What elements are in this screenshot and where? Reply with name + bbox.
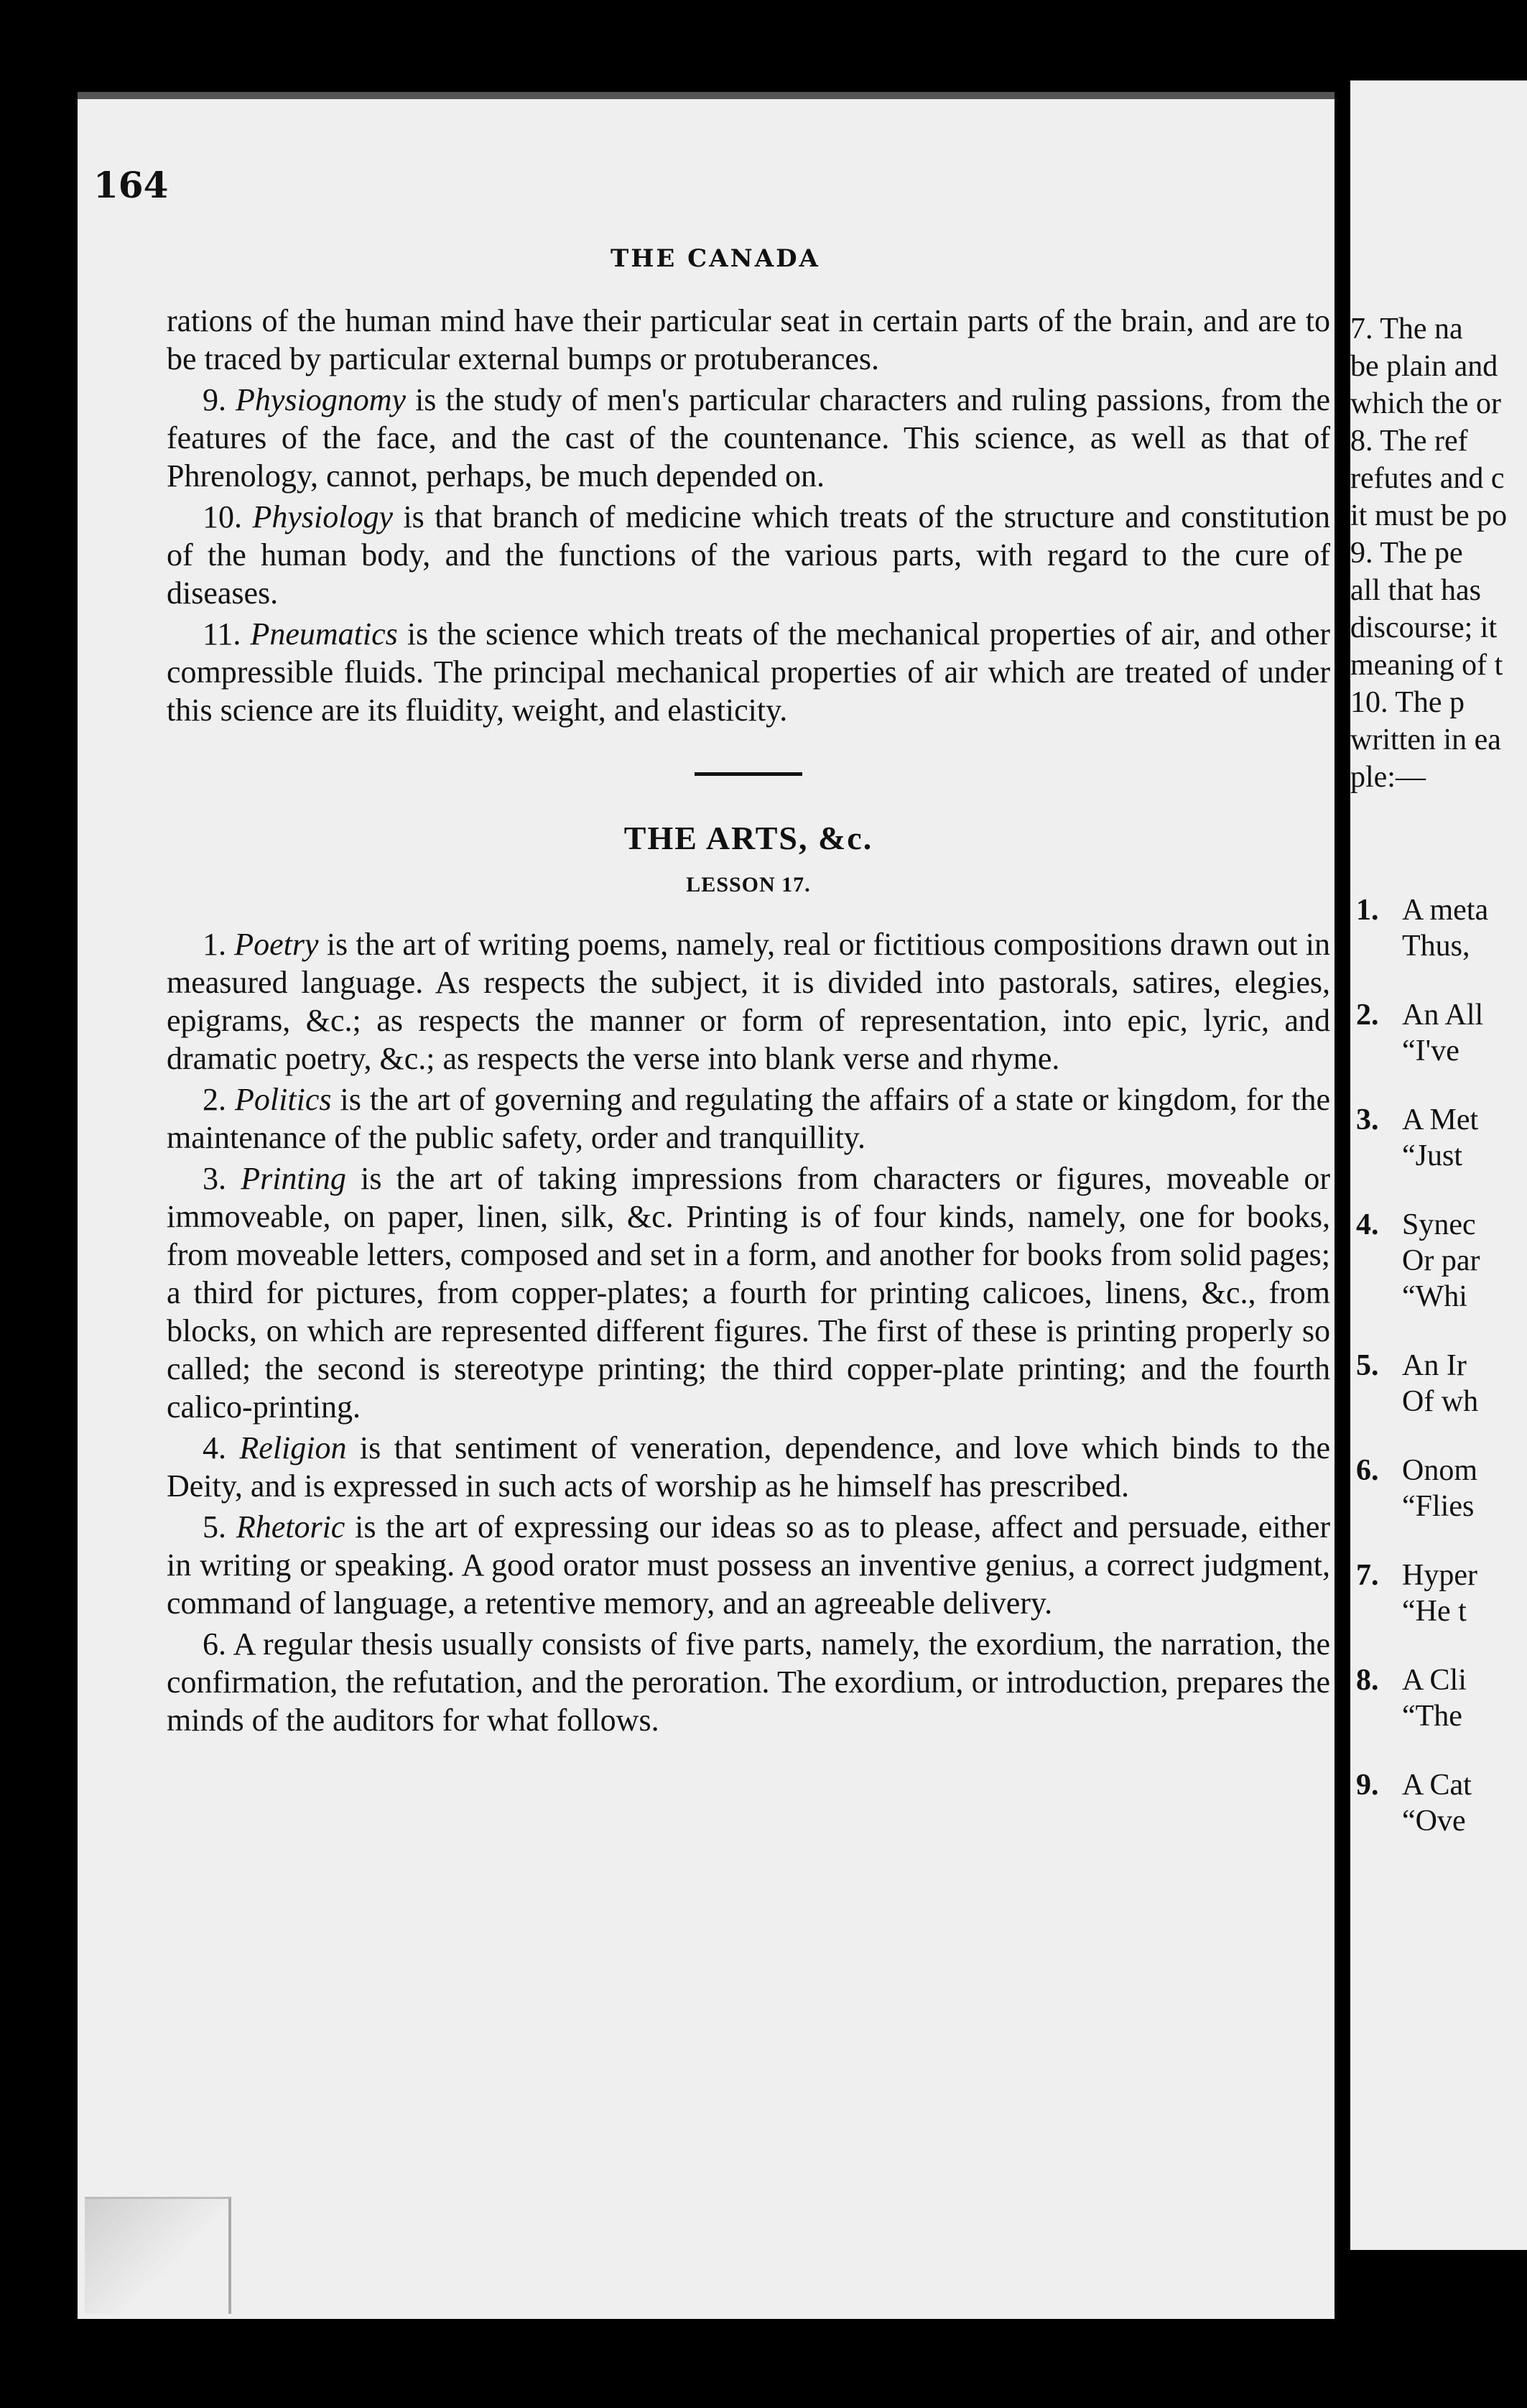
term: Religion [239, 1430, 347, 1465]
running-head: THE CANADA [611, 244, 820, 273]
section-title: THE ARTS, &c. [623, 820, 873, 856]
list-item-line: Hyper [1402, 1559, 1477, 1592]
definition-text: is the study of men's particular characters and ruling passions, from the features of the face, and the cast of the countenance. This science, as well as that of Phrenology, cannot, perhaps, be much depended on. [167, 382, 1331, 494]
paragraph-number: 2. [203, 1082, 226, 1117]
lesson-heading: LESSON 17. [686, 873, 811, 897]
list-item-line: A meta [1402, 894, 1489, 927]
list-item-line: “Whi [1402, 1280, 1467, 1313]
numbered-paragraph [167, 381, 1330, 495]
page-number: 164 [93, 164, 169, 206]
right-text-line: all that has [1350, 574, 1481, 607]
list-item [1356, 892, 1527, 964]
numbered-paragraph [167, 1080, 1330, 1157]
numbered-paragraph [167, 1429, 1330, 1505]
right-text-line: be plain and [1350, 350, 1498, 383]
term: Physiology [252, 499, 393, 534]
continuation-paragraph: rations of the human mind have their particular seat in certain parts of the brain, and are to be traced by particular external bumps or protuberances. [167, 303, 1330, 376]
list-item-line: A Cli [1402, 1664, 1467, 1697]
list-item [1356, 1207, 1527, 1315]
list-item-line: Onom [1402, 1454, 1477, 1487]
definition-text: is the art of governing and regulating the affairs of a state or kingdom, for the maintenance of the public safety, order and tranquillity. [167, 1082, 1330, 1155]
list-item-number: 5. [1356, 1349, 1379, 1382]
section-divider [695, 772, 802, 776]
definition-text: A regular thesis usually consists of five parts, namely, the exordium, the narration, the confirmation, the refutation, and the peroration. The exordium, or introduction, prepares the minds of the auditors for what follows. [167, 1626, 1330, 1738]
list-item-number: 9. [1356, 1769, 1379, 1802]
term: Politics [235, 1082, 332, 1117]
list-item-line: A Cat [1402, 1769, 1472, 1802]
list-item-number: 3. [1356, 1103, 1379, 1136]
definitions-list [167, 381, 1330, 729]
definition-text: is the art of taking impressions from characters or figures, moveable or immoveable, on paper, linen, silk, &c. Printing is of four kinds, namely, one for books, from moveable letters, composed and set in a form, and another for books from solid pages; a third for pictures, from copper-plates; a fourth for printing calicoes, linens, &c., from blocks, on which are represented different figures. The first of these is printing properly so called; the second is stereotype printing; the third copper-plate printing; and the fourth calico-printing. [167, 1161, 1330, 1425]
right-text-line: discourse; it [1350, 611, 1498, 644]
definition-text: is the art of expressing our ideas so as to please, affect and persuade, either in writing or speaking. A good orator must possess an inventive genius, a correct judgment, command of language, a retentive memory, and an agreeable delivery. [167, 1509, 1331, 1621]
term: Poetry [234, 927, 319, 962]
list-item-line: Or par [1402, 1244, 1480, 1277]
right-page [1350, 80, 1527, 2250]
list-item-number: 4. [1356, 1208, 1379, 1241]
right-text-line: 10. The p [1350, 686, 1465, 719]
paragraph-number: 5. [203, 1509, 226, 1545]
list-item [1356, 1348, 1527, 1420]
right-page-text [1350, 310, 1527, 796]
right-text-line: written in ea [1350, 723, 1501, 756]
numbered-paragraph [167, 925, 1330, 1078]
list-item [1356, 997, 1527, 1069]
figures-of-speech-list [1356, 892, 1527, 1872]
list-item-line: Thus, [1402, 930, 1470, 963]
list-item-line: An Ir [1402, 1349, 1467, 1382]
page-corner-fold [85, 2197, 231, 2314]
list-item [1356, 1453, 1527, 1524]
numbered-paragraph [167, 1159, 1330, 1426]
paragraph-number: 3. [203, 1161, 226, 1196]
right-text-line: it must be po [1350, 499, 1508, 532]
right-text-line: 7. The na [1350, 312, 1463, 346]
right-text-line: ple:— [1350, 761, 1426, 794]
list-item-line: “Ove [1402, 1805, 1466, 1838]
list-item-line: “He t [1402, 1595, 1467, 1628]
term: Rhetoric [236, 1509, 345, 1545]
list-item [1356, 1102, 1527, 1174]
numbered-paragraph [167, 1625, 1330, 1739]
right-text-line: 9. The pe [1350, 537, 1463, 570]
list-item-number: 8. [1356, 1664, 1379, 1697]
paragraph-number: 11. [203, 616, 241, 652]
list-item [1356, 1767, 1527, 1839]
paragraph-number: 9. [203, 382, 226, 417]
right-text-line: meaning of t [1350, 649, 1503, 682]
list-item-number: 6. [1356, 1454, 1379, 1487]
term: Pneumatics [250, 616, 398, 652]
term: Physiognomy [236, 382, 407, 417]
list-item-line: “Flies [1402, 1490, 1475, 1523]
list-item-line: A Met [1402, 1103, 1479, 1136]
list-item-line: An All [1402, 999, 1484, 1032]
paragraph-number: 4. [203, 1430, 226, 1465]
paragraph-number: 1. [203, 927, 226, 962]
list-item-number: 1. [1356, 894, 1379, 927]
list-item-line: Synec [1402, 1208, 1476, 1241]
term: Printing [241, 1161, 346, 1196]
paragraph-number: 6. [203, 1626, 226, 1662]
definition-text: is the art of writing poems, namely, real or fictitious compositions drawn out in measured language. As respects the subject, it is divided into pastorals, satires, elegies, epigrams, &c.; as respects the manner or form of representation, into epic, lyric, and dramatic poetry, &c.; as respects the verse into blank verse and rhyme. [167, 927, 1331, 1076]
list-item-line: “The [1402, 1700, 1462, 1733]
right-text-line: refutes and c [1350, 462, 1505, 495]
list-item [1356, 1662, 1527, 1734]
right-text-line: which the or [1350, 387, 1501, 420]
list-item-number: 2. [1356, 999, 1379, 1032]
numbered-paragraph [167, 615, 1330, 729]
list-item [1356, 1557, 1527, 1629]
paragraph-number: 10. [203, 499, 242, 534]
list-item-line: “Just [1402, 1139, 1462, 1172]
list-item-number: 7. [1356, 1559, 1379, 1592]
arts-list [167, 925, 1330, 1739]
definition-text: is the science which treats of the mechanical properties of air, and other compressible fluids. The principal mechanical properties of air which are treated of under this science are its fluidity, weight, and elasticity. [167, 616, 1330, 728]
definition-text: is that branch of medicine which treats of the structure and constitution of the human body, and the functions of the various parts, with regard to the cure of diseases. [167, 499, 1330, 611]
right-text-line: 8. The ref [1350, 425, 1468, 458]
numbered-paragraph [167, 1508, 1330, 1622]
numbered-paragraph [167, 498, 1330, 612]
list-item-line: “I've [1402, 1034, 1459, 1068]
left-page-text [167, 302, 1330, 1742]
definition-text: is that sentiment of veneration, dependence, and love which binds to the Deity, and is expressed in such acts of worship as he himself has prescribed. [167, 1430, 1330, 1504]
list-item-line: Of wh [1402, 1385, 1479, 1418]
